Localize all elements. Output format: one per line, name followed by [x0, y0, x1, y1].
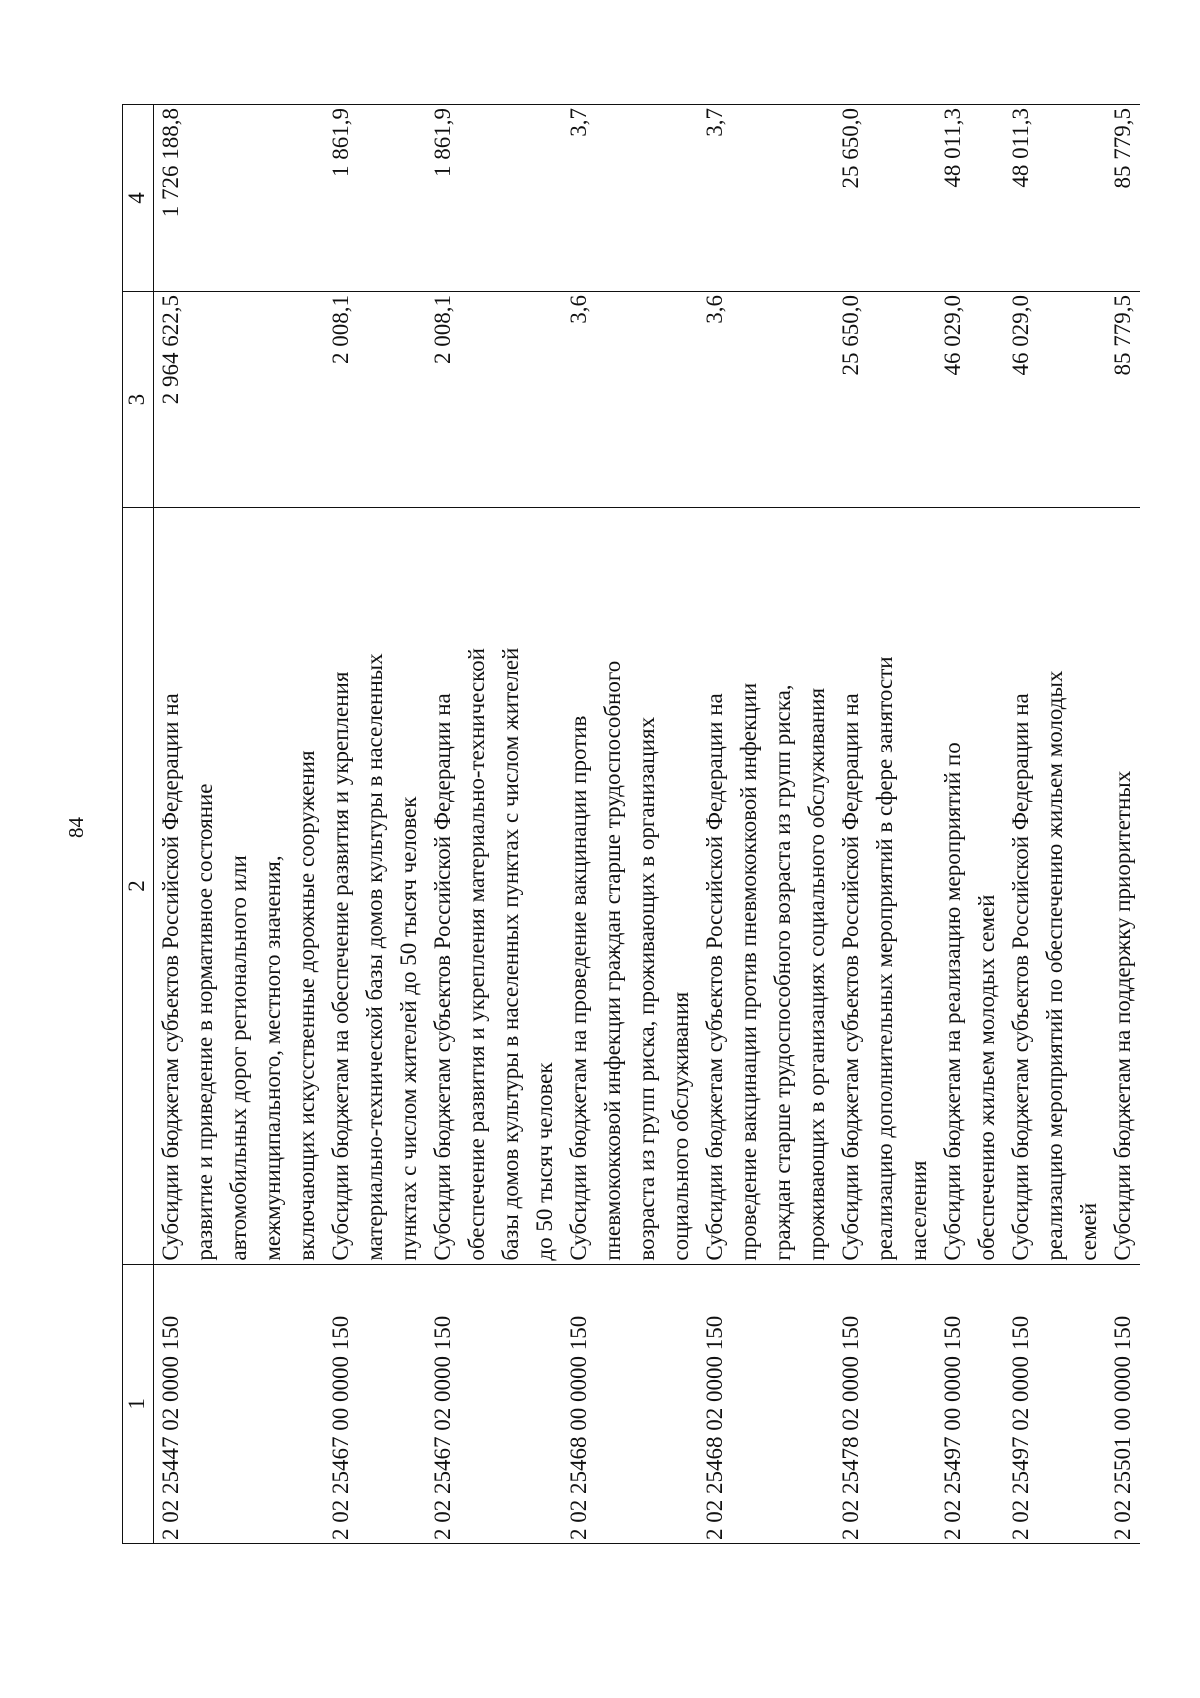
- description-line: Субсидии бюджетам субъектов Российской Федерации на: [702, 693, 727, 1261]
- amount-col3-cell: 2 008,1: [324, 291, 426, 507]
- amount-col3-cell: 46 029,0: [936, 291, 1004, 507]
- classification-code-cell: 2 02 25478 02 0000 150: [834, 1264, 936, 1543]
- budget-table: [122, 104, 1140, 1544]
- description-line: межмуниципального, местного значения,: [260, 855, 285, 1261]
- description-cell: [834, 508, 936, 1264]
- description-line: Субсидии бюджетам субъектов Российской Федерации на: [838, 693, 863, 1261]
- amount-col3-cell: 3,6: [698, 291, 834, 507]
- description-line: обеспечение развития и укрепления материально-технической: [464, 648, 489, 1261]
- description-line: реализацию мероприятий по обеспечению жильем молодых: [1042, 670, 1067, 1261]
- description-cell: [698, 508, 834, 1264]
- description-line: автомобильных дорог регионального или: [226, 855, 251, 1261]
- table-row: [324, 105, 426, 1544]
- description-line: социального обслуживания: [668, 991, 693, 1261]
- table-row: [154, 105, 325, 1544]
- amount-col3-cell: 25 650,0: [834, 291, 936, 507]
- classification-code-cell: 2 02 25447 02 0000 150: [154, 1264, 325, 1543]
- description-cell: [324, 508, 426, 1264]
- amount-col4-cell: 3,7: [562, 105, 698, 292]
- description-line: реализацию дополнительных мероприятий в сфере занятости: [872, 656, 897, 1261]
- amount-col3-cell: 46 029,0: [1004, 291, 1106, 507]
- classification-code-cell: 2 02 25501 00 0000 150: [1106, 1264, 1140, 1543]
- description-line: материально-технической базы домов культуры в населенных: [362, 653, 387, 1261]
- header-cell-1: 1: [123, 1264, 154, 1543]
- amount-col4-cell: 1 726 188,8: [154, 105, 325, 292]
- description-line: базы домов культуры в населенных пунктах с числом жителей: [498, 647, 523, 1261]
- description-line: развитие и приведение в нормативное состояние: [192, 783, 217, 1261]
- classification-code-cell: 2 02 25497 02 0000 150: [1004, 1264, 1106, 1543]
- description-line: проведение вакцинации против пневмококковой инфекции: [736, 682, 761, 1261]
- amount-col3-cell: 3,6: [562, 291, 698, 507]
- description-line: пневмококковой инфекции граждан старше трудоспособного: [600, 660, 625, 1261]
- amount-col3-cell: 2 964 622,5: [154, 291, 325, 507]
- classification-code-cell: 2 02 25497 00 0000 150: [936, 1264, 1004, 1543]
- rotated-page-content: [122, 104, 1135, 1544]
- classification-code-cell: 2 02 25467 00 0000 150: [324, 1264, 426, 1543]
- amount-col4-cell: 48 011,3: [1004, 105, 1106, 292]
- description-line: Субсидии бюджетам на поддержку приоритетных: [1110, 770, 1135, 1261]
- header-cell-4: 4: [123, 105, 154, 292]
- table-row: [834, 105, 936, 1544]
- description-cell: [1004, 508, 1106, 1264]
- amount-col4-cell: 1 861,9: [426, 105, 562, 292]
- amount-col3-cell: 2 008,1: [426, 291, 562, 507]
- description-line: Субсидии бюджетам на проведение вакцинации против: [566, 715, 591, 1261]
- description-line: Субсидии бюджетам субъектов Российской Федерации на: [430, 693, 455, 1261]
- description-line: семей: [1076, 1202, 1101, 1261]
- amount-col4-cell: 48 011,3: [936, 105, 1004, 292]
- classification-code-cell: 2 02 25468 02 0000 150: [698, 1264, 834, 1543]
- description-line: Субсидии бюджетам субъектов Российской Федерации на: [1008, 693, 1033, 1261]
- page-number: 84: [64, 817, 88, 838]
- description-line: возраста из групп риска, проживающих в организациях: [634, 716, 659, 1261]
- amount-col4-cell: 25 650,0: [834, 105, 936, 292]
- description-cell: [1106, 508, 1140, 1264]
- table-row: [562, 105, 698, 1544]
- description-line: пунктах с числом жителей до 50 тысяч человек: [396, 796, 421, 1261]
- table-row: [936, 105, 1004, 1544]
- amount-col3-cell: 85 779,5: [1106, 291, 1140, 507]
- description-line: обеспечению жильем молодых семей: [974, 894, 999, 1261]
- table-row: [1106, 105, 1140, 1544]
- table-row: [698, 105, 834, 1544]
- header-cell-3: 3: [123, 291, 154, 507]
- description-line: населения: [906, 1160, 931, 1261]
- classification-code-cell: 2 02 25467 02 0000 150: [426, 1264, 562, 1543]
- amount-col4-cell: 85 779,5: [1106, 105, 1140, 292]
- description-line: до 50 тысяч человек: [532, 1062, 557, 1261]
- description-line: Субсидии бюджетам субъектов Российской Федерации на: [158, 693, 183, 1261]
- description-cell: [154, 508, 325, 1264]
- description-cell: [562, 508, 698, 1264]
- description-cell: [936, 508, 1004, 1264]
- classification-code-cell: 2 02 25468 00 0000 150: [562, 1264, 698, 1543]
- description-line: Субсидии бюджетам на реализацию мероприятий по: [940, 742, 965, 1261]
- description-cell: [426, 508, 562, 1264]
- header-cell-2: 2: [123, 508, 154, 1264]
- amount-col4-cell: 1 861,9: [324, 105, 426, 292]
- description-line: граждан старше трудоспособного возраста из групп риска,: [770, 684, 795, 1261]
- description-line: Субсидии бюджетам на обеспечение развития и укрепления: [328, 671, 353, 1261]
- description-line: включающих искусственные дорожные сооружения: [294, 750, 319, 1261]
- table-row: [1004, 105, 1106, 1544]
- description-line: проживающих в организациях социального обслуживания: [804, 687, 829, 1261]
- amount-col4-cell: 3,7: [698, 105, 834, 292]
- table-header-row: [123, 105, 154, 1544]
- table-row: [426, 105, 562, 1544]
